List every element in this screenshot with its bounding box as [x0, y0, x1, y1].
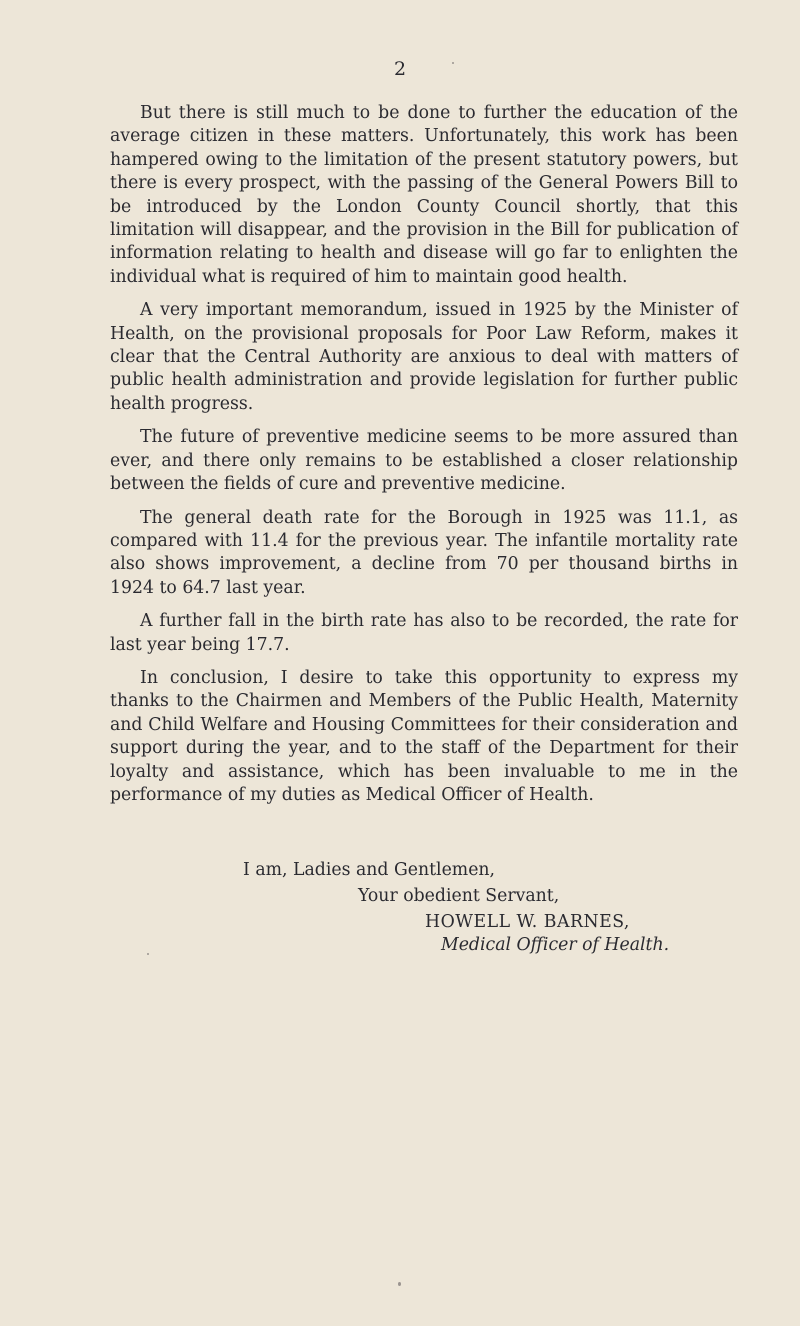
paragraph-conclusion: In conclusion, I desire to take this opportunity to express my thanks to the Chairmen and Members of the Public Health, Maternity and Child Welfare and Housing Committees for their consideration and support during the year, and to the staff of the Department for their loyalty and assistance, which has been invaluable to me in the performance of my duties as Medical Officer of Health. — [110, 667, 738, 805]
paragraph-education: But there is still much to be done to further the education of the average citizen in these matters. Unfortunately, this work has been hampered owing to the limitation of the present statutory powers, but there is every prospect, with the passing of the General Powers Bill to be introduced by the London County Council shortly, that this limitation will disappear, and the provision in the Bill for publication of information relating to health and disease will go far to enlighten the individual what is required of him to maintain good health. — [110, 103, 738, 287]
closing-servant: Your obedient Servant, — [358, 886, 560, 906]
signature-title: Medical Officer of Health. — [441, 935, 670, 955]
page-number: 2 — [393, 58, 407, 80]
paragraph-memorandum: A very important memorandum, issued in 1925 by the Minister of Health, on the provisional proposals for Poor Law Reform, makes it clear that the Central Authority are anxious to deal with matters of public health administration and provide legislation for further public health progress. — [110, 300, 738, 414]
paragraph-death-rate: The general death rate for the Borough in 1925 was 11.1, as compared with 11.4 for the previous year. The infantile mortality rate also shows improvement, a decline from 70 per thousand births in 1924 to 64.7 last year. — [110, 507, 738, 598]
paper-speck — [452, 62, 454, 64]
letter-body — [110, 102, 738, 817]
closing-greeting: I am, Ladies and Gentlemen, — [243, 860, 496, 880]
signature-name: HOWELL W. BARNES, — [425, 912, 630, 932]
paragraph-birth-rate: A further fall in the birth rate has also to be recorded, the rate for last year being 17.7. — [110, 611, 738, 655]
paper-speck — [398, 1282, 401, 1286]
paper-speck — [147, 953, 149, 955]
paragraph-preventive-medicine: The future of preventive medicine seems to be more assured than ever, and there only remains to be established a closer relationship between the fields of cure and preventive medicine. — [110, 427, 738, 495]
